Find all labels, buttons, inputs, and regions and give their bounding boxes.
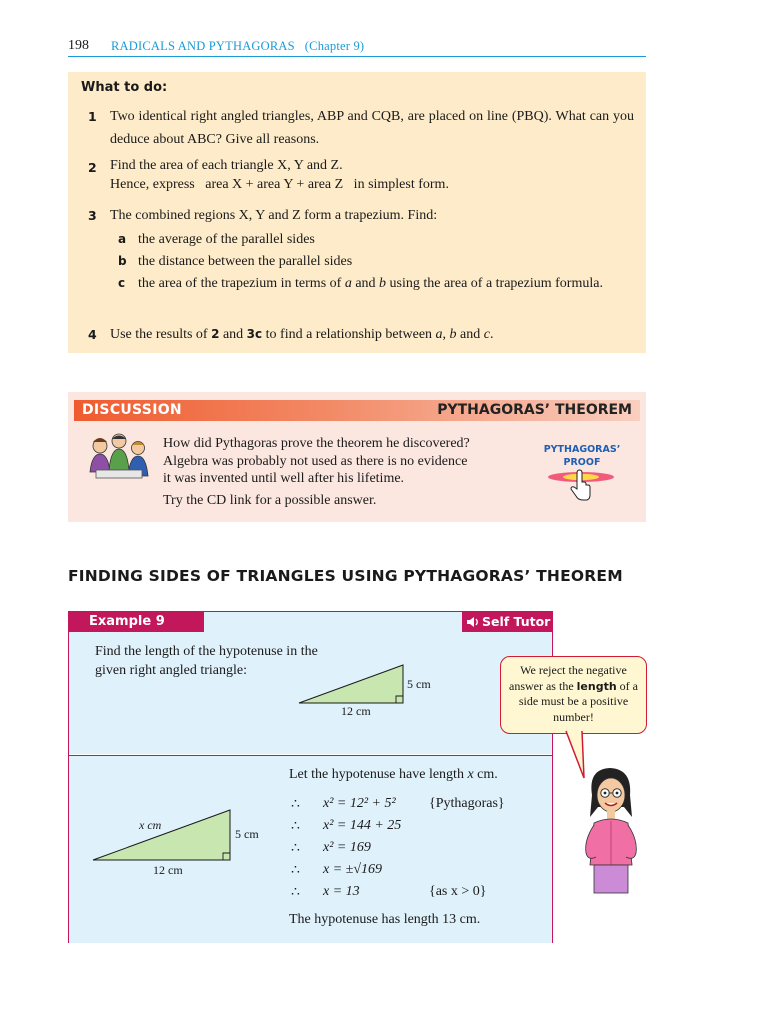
part-letter: b [118,254,127,268]
question-ref: 3c [246,327,263,341]
equation: x = ±√169 [323,862,383,877]
labelled-triangle-figure [91,808,233,864]
variable: a [435,327,443,342]
link-label: PROOF [563,457,601,468]
base-label: 12 cm [341,704,371,718]
question-number: 2 [88,160,97,175]
text-run: , [442,327,450,342]
text-run: to find a relationship between [262,327,436,342]
discussion-label: DISCUSSION [82,402,182,418]
chapter-title: RADICALS AND PYTHAGORAS [111,39,295,53]
text-run: cm. [473,767,498,782]
variable: b [449,327,457,342]
part-text [138,274,634,293]
question-ref: 2 [211,327,220,341]
text-run: and [456,327,484,342]
text-run: . [489,327,494,342]
text-run: the area of the trapezium in terms of [138,276,345,291]
equation: x = 13 [323,884,360,899]
running-title [111,39,364,54]
question-text [110,156,634,194]
chapter-number: (Chapter 9) [304,39,365,53]
variable: c [483,327,490,342]
discussion-line: Algebra was probably not used as there is no evidence [163,453,468,469]
question-text: The combined regions X, Y and Z form a trapezium. Find: [110,208,438,223]
base-label: 12 cm [153,863,183,877]
text-run: Let the hypotenuse have length [289,767,468,782]
variable: x [467,767,474,782]
question-number: 3 [88,208,97,223]
discussion-line: How did Pythagoras prove the theorem he discovered? [163,436,470,451]
variable: a [344,276,352,291]
height-label: 5 cm [235,827,259,841]
page-number: 198 [68,38,89,53]
equation: x² = 12² + 5² [323,796,396,811]
section-heading: FINDING SIDES OF TRIANGLES USING PYTHAGORAS’ THEOREM [68,567,623,585]
solution-intro [289,767,498,783]
discussion-text [163,435,523,488]
what-to-do-panel [68,72,646,353]
reason: {Pythagoras} [429,796,505,811]
question-line: given right angled triangle: [95,663,248,678]
emphasis: length [576,679,617,693]
example-label: Example 9 [89,614,165,629]
therefore-symbol: ∴ [291,863,300,878]
therefore-symbol: ∴ [291,841,300,856]
speech-bubble [500,656,647,734]
reason: {as x > 0} [429,884,487,899]
example-tab [69,612,204,632]
self-tutor-label: Self Tutor [482,614,551,629]
right-triangle-figure [297,662,407,707]
hypotenuse-label: x cm [139,818,162,832]
what-to-do-title: What to do: [81,80,168,95]
cd-link-hint: Try the CD link for a possible answer. [163,493,377,508]
part-text: the distance between the parallel sides [138,254,353,269]
text-run: using the area of a trapezium formula. [386,276,603,291]
text-run: and [219,327,247,342]
link-label: PYTHAGORAS’ [543,444,621,455]
example-box [68,611,553,943]
hand-pointer-icon[interactable] [546,469,616,505]
question-text: Two identical right angled triangles, ABP and CQB, are placed on line (PBQ). What can you deduce about ABC? Give all reasons. [110,109,634,147]
therefore-symbol: ∴ [291,885,300,900]
question-number: 1 [88,109,97,124]
discussion-topic: PYTHAGORAS’ THEOREM [437,402,632,418]
question-line: Find the area of each triangle X, Y and Z. [110,158,343,173]
part-text: the average of the parallel sides [138,232,315,247]
text-run: and [351,276,380,291]
therefore-symbol: ∴ [291,797,300,812]
part-letter: a [118,232,127,246]
discussion-box [68,392,646,522]
self-tutor-button[interactable] [462,612,552,632]
question-number: 4 [88,327,97,342]
text-run: Use the results of [110,327,212,342]
speaker-icon [466,616,480,628]
equation: x² = 169 [323,840,371,855]
text-run: of a side must be a positive number! [518,678,638,724]
question-line: Find the length of the hypotenuse in the [95,644,318,659]
bubble-text [507,663,640,725]
tutor-character-icon [580,765,642,895]
height-label: 5 cm [407,677,431,691]
text-run: We reject the negative answer as the [509,663,627,693]
students-discussing-icon [86,432,152,482]
part-letter: c [118,276,126,290]
pythagoras-proof-link[interactable] [538,443,626,469]
discussion-banner [74,400,640,421]
therefore-symbol: ∴ [291,819,300,834]
question-text [110,323,634,346]
solution-conclusion: The hypotenuse has length 13 cm. [289,912,481,927]
page-header [68,36,646,57]
variable: b [379,276,387,291]
equation: x² = 144 + 25 [323,818,402,833]
question-line: Hence, express area X + area Y + area Z in simplest form. [110,177,449,192]
discussion-line: it was invented until well after his lifetime. [163,471,405,486]
